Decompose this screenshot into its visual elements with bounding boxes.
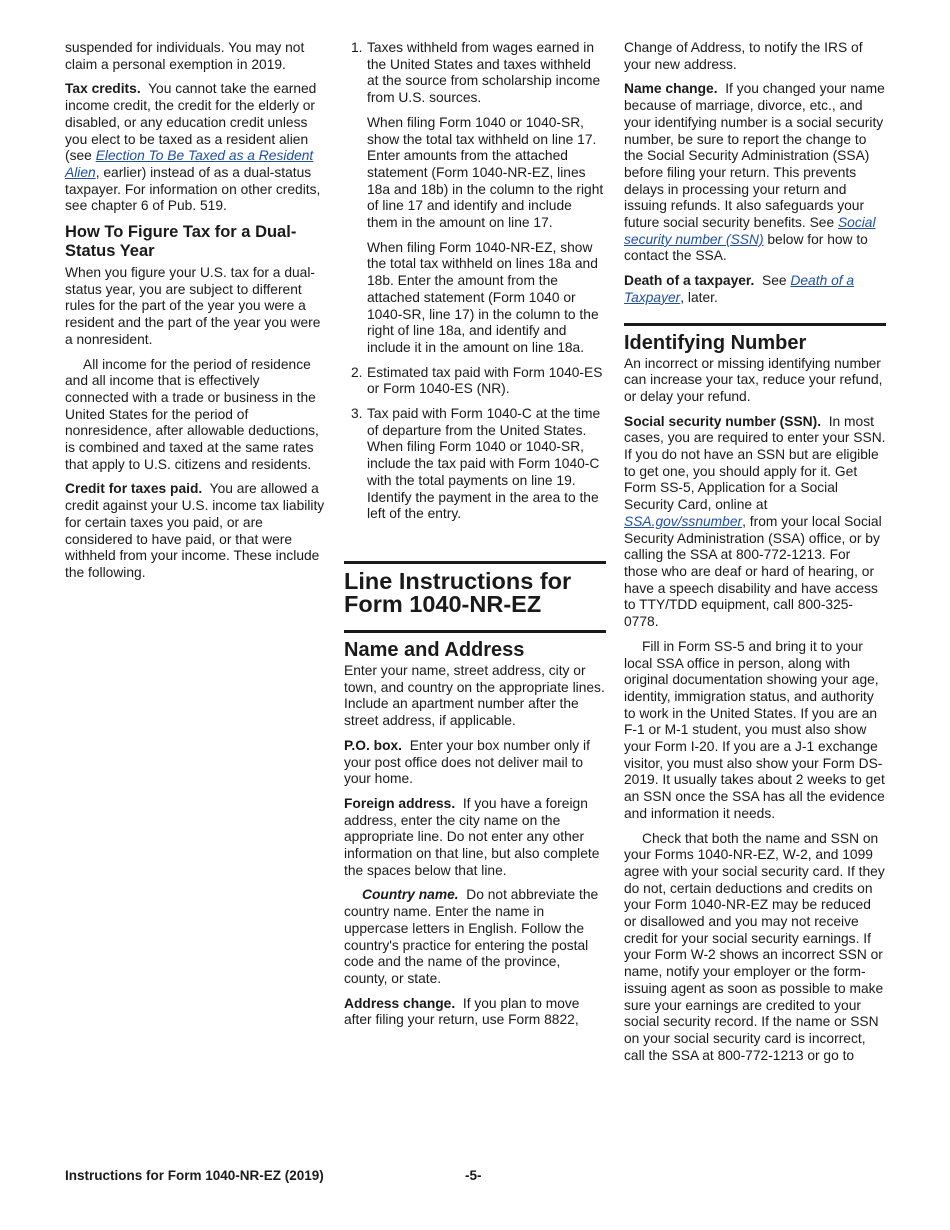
subsection-divider bbox=[344, 630, 606, 633]
credit-taxes-paid-label: Credit for taxes paid. bbox=[65, 481, 203, 497]
check-name-ssn-paragraph: Check that both the name and SSN on your Forms 1040-NR-EZ, W-2, and 1099 agree with your social security card. If they do not, certain deductions and credits on your Form 1040-NR-EZ may be reduced or disallowed and you may not receive credit for your social security earnings. If your Form W-2 shows an incorrect SSN or name, notify your employer or the form-issuing agent as soon as possible to make sure your earnings are credited to your social security record. If the name or SSN on your social security card is incorrect, call the SSA at 800-772-1213 or go to bbox=[624, 830, 885, 1063]
ssn-paragraph: Social security number (SSN). In most cases, you are required to enter your SSN. If you do not have an SSN but are eligible to get one, you should apply for it. Get Form SS-5, Application for a Social Security Card, online at SSA.gov/ssnumber, from your local Social Security Administration (SSA) office, or by calling the SSA at 800-772-1213. For those who are deaf or hard of hearing, or have a speech disability and have access to TTY/TDD equipment, call 800-325-0778. bbox=[624, 413, 886, 630]
election-resident-alien-link[interactable]: Election To Be Taxed as a Resident Alien bbox=[65, 148, 314, 180]
tax-credits-paragraph: Tax credits. You cannot take the earned income credit, the credit for the elderly or disabled, or any education credit unless you elect to be taxed as a resident alien (see Election To Be Taxed as a Resident Alien, earlier) instead of as a dual-status taxpayer. For information on other credits, see chapter 6 of Pub. 519. bbox=[65, 81, 321, 214]
column-right bbox=[624, 40, 886, 1072]
dual-status-paragraph: When you figure your U.S. tax for a dual-status year, you are subject to different rules for the part of the year you were a resident and the part of the year you were a nonresident. bbox=[65, 265, 321, 347]
ssa-gov-link[interactable]: SSA.gov/ssnumber bbox=[624, 513, 743, 529]
name-change-paragraph: Name change. If you changed your name because of marriage, divorce, etc., and your identifying number is a social security number, be sure to report the change to the Social Security Administration (SSA) before filing your return. This prevents delays in processing your return and issuing refunds. It also safeguards your future social security benefits. See Social security number (SSN) below for how to contact the SSA. bbox=[624, 81, 885, 264]
credit-taxes-paid-paragraph: Credit for taxes paid. You are allowed a credit against your U.S. income tax liability for certain taxes you paid, or are considered to have paid, or that were withheld from your income. These include the following. bbox=[65, 481, 325, 580]
name-address-heading: Name and Address bbox=[344, 638, 525, 661]
list-item: 1. Taxes withheld from wages earned in the United States and taxes withheld at the source from scholarship income from U.S. sources. When filing Form 1040 or 1040-SR, show the total tax withheld on line 17. Enter amounts from the attached statement (Form 1040-NR-EZ, lines 18a and 18b) in the column to the right of line 17 and identify and include them in the amount on line 17. When filing Form 1040-NR-EZ, show the total tax withheld on lines 18a and 18b. Enter the amount from the attached statement (Form 1040 or 1040-SR, line 17) in the column to the right of line 18a, and identify and include it in the amount on line 18a. bbox=[351, 40, 604, 355]
po-box-paragraph: P.O. box. Enter your box number only if your post office does not deliver mail to your home. bbox=[344, 737, 590, 787]
death-of-taxpayer-link[interactable]: Death of a Taxpayer bbox=[624, 273, 855, 305]
page-number: -5- bbox=[465, 1168, 482, 1183]
name-address-paragraph: Enter your name, street address, city or town, and country on the appropriate lines. Include an apartment number after the street address, if applicable. bbox=[344, 662, 605, 729]
footer-title: Instructions for Form 1040-NR-EZ (2019) bbox=[65, 1168, 324, 1183]
credits-list bbox=[344, 40, 606, 523]
ssn-link[interactable]: Social security number (SSN) bbox=[624, 215, 876, 247]
column-left bbox=[65, 40, 327, 590]
column-middle bbox=[344, 40, 606, 1037]
death-taxpayer-paragraph: Death of a taxpayer. See Death of a Taxpayer, later. bbox=[624, 273, 855, 305]
address-change-paragraph: Address change. If you plan to move after filing your return, use Form 8822, bbox=[344, 995, 580, 1028]
fill-ss5-paragraph: Fill in Form SS-5 and bring it to your local SSA office in person, along with original documentation showing your age, identity, immigration status, and authority to work in the United States. If you are an F-1 or M-1 student, you must also show your Form I-20. If you are a J-1 exchange visitor, you must also show your Form DS-2019. It usually takes about 2 weeks to get an SSN once the SSA has all the evidence and information it needs. bbox=[624, 638, 885, 821]
identifying-number-heading: Identifying Number bbox=[624, 331, 807, 354]
section-title: Line Instructions for Form 1040-NR-EZ bbox=[344, 567, 572, 617]
list-item: 2. Estimated tax paid with Form 1040-ES or Form 1040-ES (NR). bbox=[351, 364, 603, 397]
identifying-number-paragraph: An incorrect or missing identifying number can increase your tax, reduce your refund, or delay your refund. bbox=[624, 355, 883, 404]
dual-status-heading: How To Figure Tax for a Dual-Status Year bbox=[65, 223, 297, 261]
foreign-address-paragraph: Foreign address. If you have a foreign address, enter the city name on the appropriate line. Do not enter any other information on that line, but also complete the spaces below that line. bbox=[344, 795, 600, 878]
income-paragraph: All income for the period of residence and all income that is effectively connected with a trade or business in the United States for the period of nonresidence, after allowable deductions, is combined and taxed at the same rates that apply to U.S. citizens and residents. bbox=[65, 356, 319, 472]
country-name-paragraph: Country name. Do not abbreviate the country name. Enter the name in uppercase letters in English. Follow the country's practice for entering the postal code and the name of the province, county, or state. bbox=[344, 887, 599, 986]
identifying-number-divider bbox=[624, 323, 886, 326]
tax-credits-label: Tax credits. bbox=[65, 81, 141, 97]
address-change-continued: Change of Address, to notify the IRS of your new address. bbox=[624, 40, 863, 72]
section-divider bbox=[344, 561, 606, 564]
intro-text: suspended for individuals. You may not claim a personal exemption in 2019. bbox=[65, 40, 305, 72]
list-item: 3. Tax paid with Form 1040-C at the time of departure from the United States. When filing Form 1040 or 1040-SR, include the tax paid with Form 1040-C with the total payments on line 19. Identify the payment in the area to the left of the entry. bbox=[351, 406, 601, 522]
